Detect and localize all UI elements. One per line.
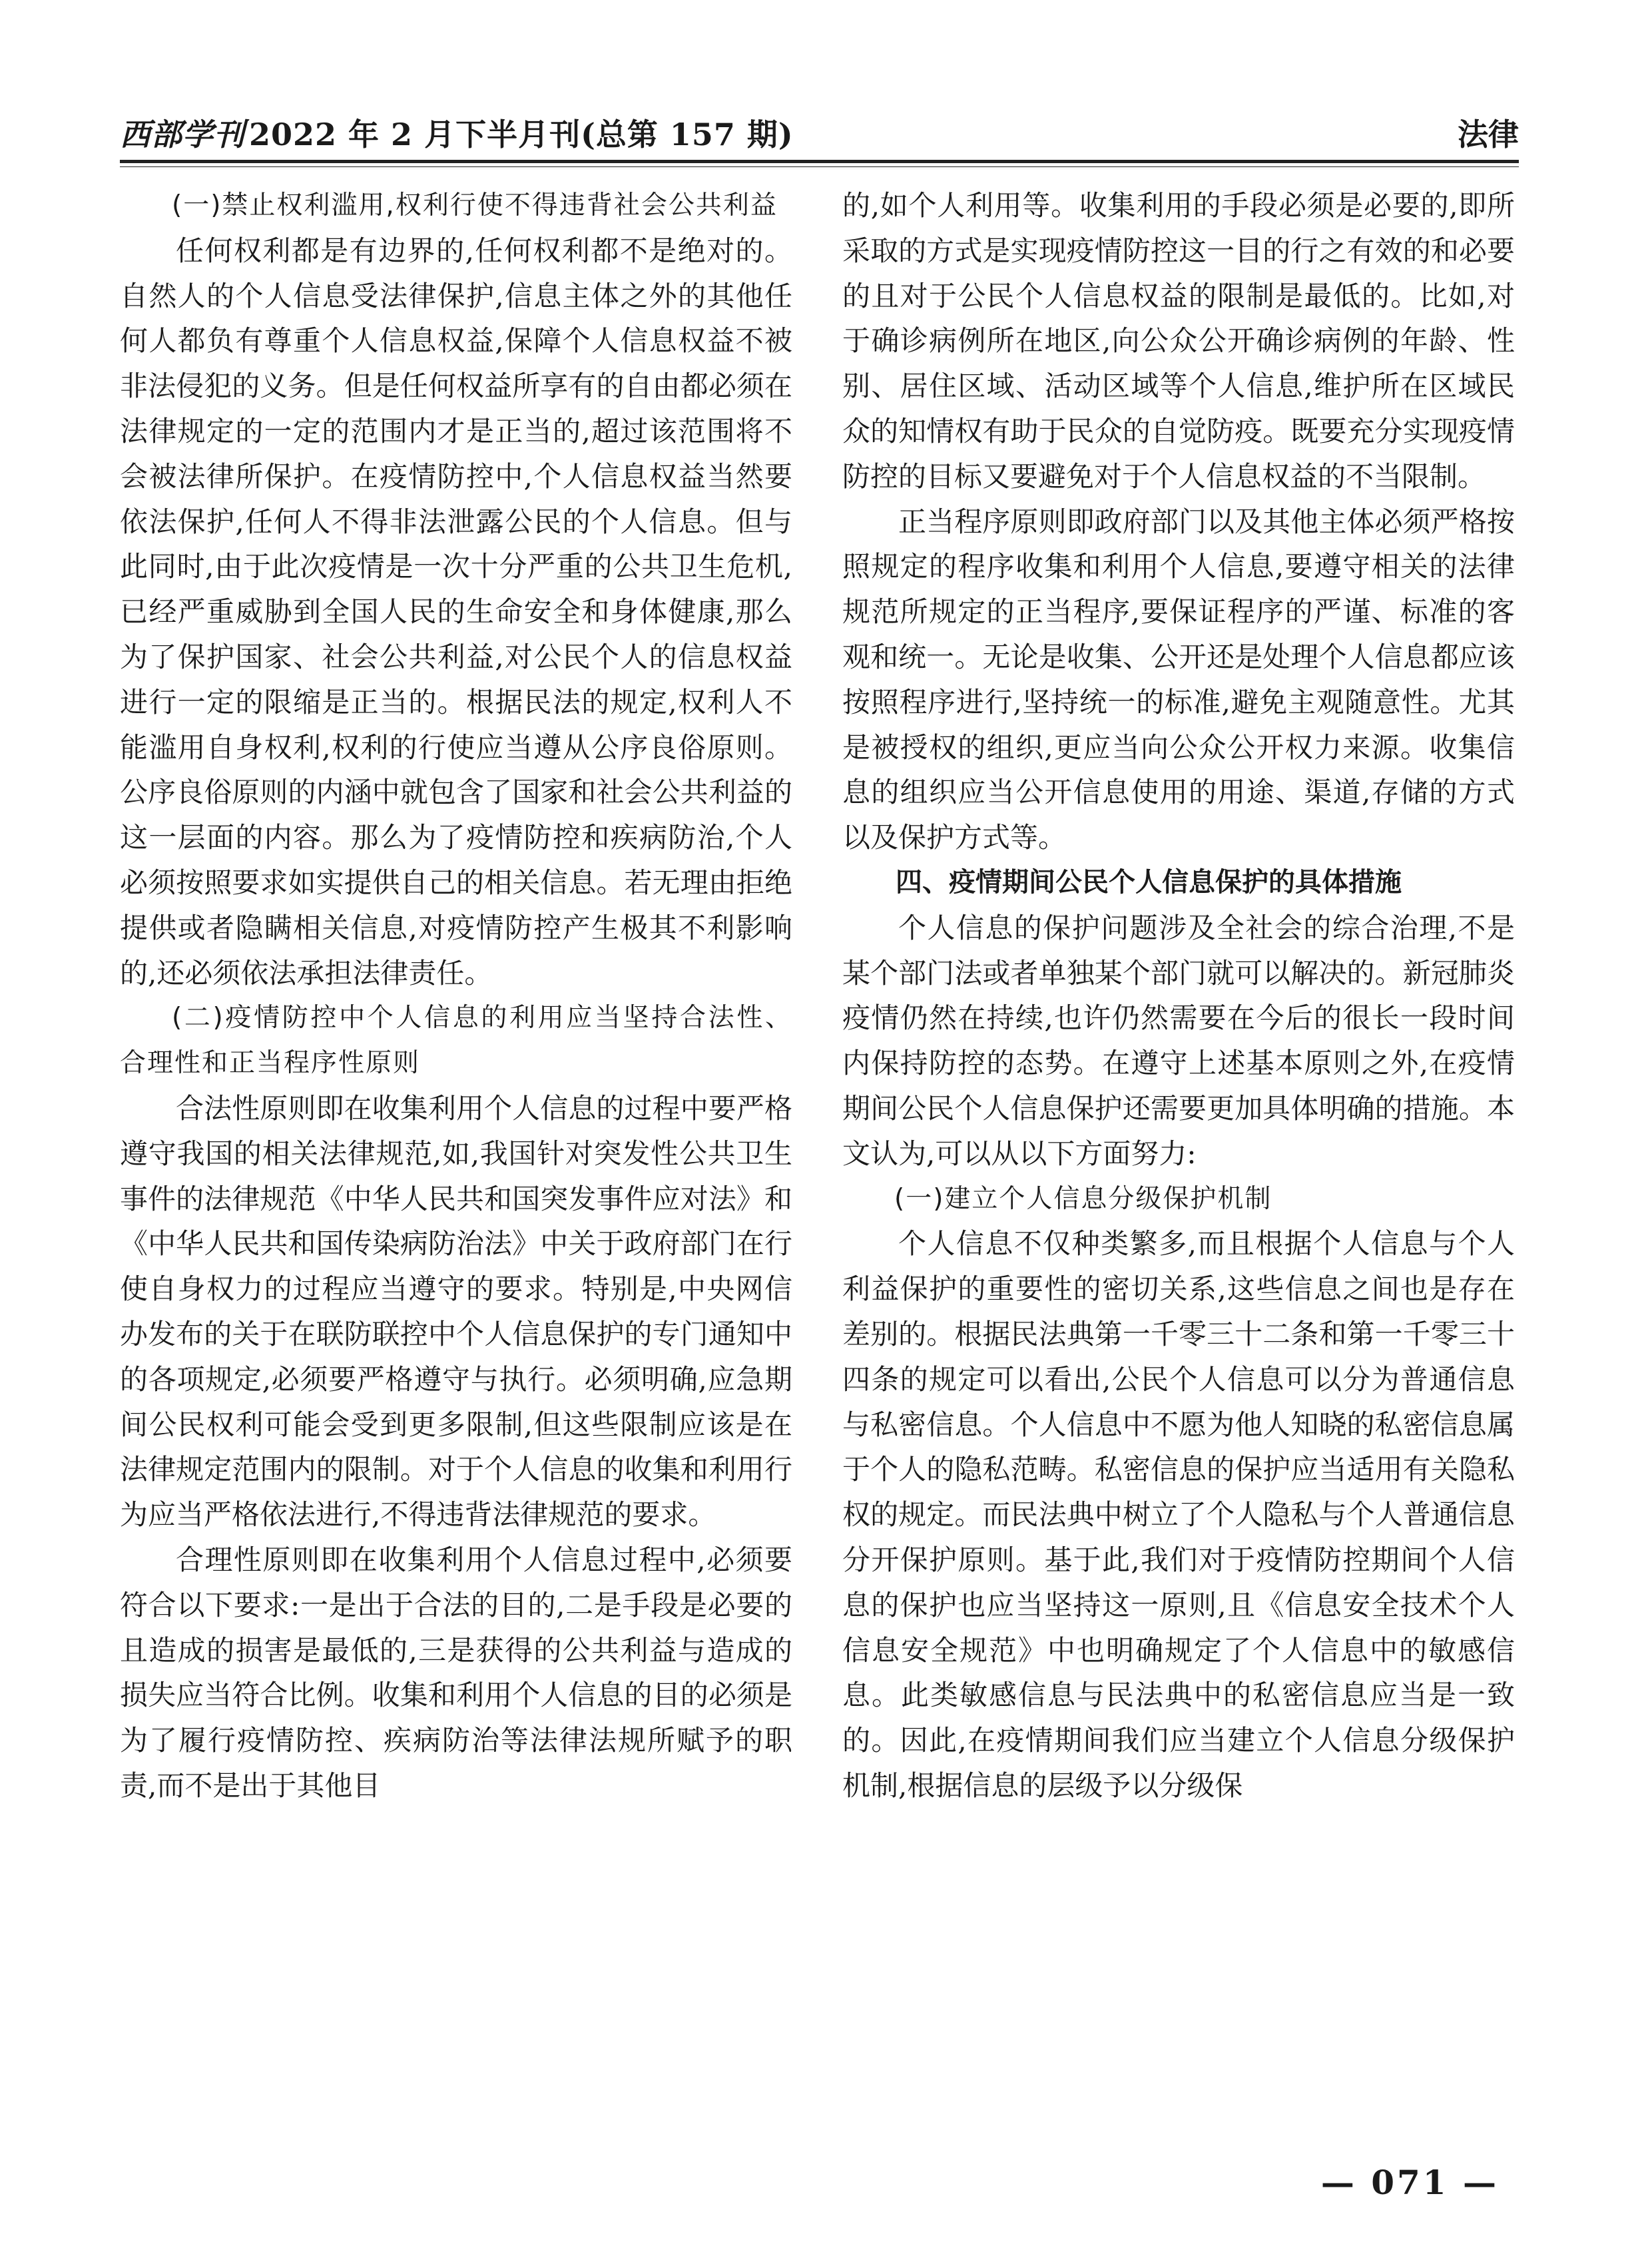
subheading: (一)建立个人信息分级保护机制 (894, 1183, 1272, 1214)
section-label: 法律 (1458, 117, 1519, 152)
paragraph: 合法性原则即在收集利用个人信息的过程中要严格遵守我国的相关法律规范,如,我国针对突发性公共卫生事件的法律规范《中华人民共和国突发事件应对法》和《中华人民共和国传染病防治法》中关于政府部门在行使自身权力的过程应当遵守的要求。特别是,中央网信办发布的关于在联防联控中个人信息保护的专门通知中的各项规定,必须要严格遵守与执行。必须明确,应急期间公民权利可能会受到更多限制,但这些限制应该是在法律规定范围内的限制。对于个人信息的收集和利用行为应当严格依法进行,不得违背法律规范的要求。 (120, 1091, 792, 1532)
journal-title (120, 111, 794, 154)
paragraph-continued: 的,如个人利用等。收集利用的手段必须是必要的,即所采取的方式是实现疫情防控这一目的行之有效的和必要的且对于公民个人信息权益的限制是最低的。比如,对于确诊病例所在地区,向公众公开确诊病例的年龄、性别、居住区域、活动区域等个人信息,维护所在区域民众的知情权有助于民众的自觉防疫。既要充分实现疫情防控的目标又要避免对于个人信息权益的不当限制。 (842, 189, 1515, 493)
paragraph: 个人信息的保护问题涉及全社会的综合治理,不是某个部门法或者单独某个部门就可以解决的。新冠肺炎疫情仍然在持续,也许仍然需要在今后的很长一段时间内保持防控的态势。在遵守上述基本原则之外,在疫情期间公民个人信息保护还需要更加具体明确的措施。本文认为,可以从以下方面努力: (842, 911, 1515, 1170)
right-column (842, 183, 1515, 1809)
subheading: (一)禁止权利滥用,权利行使不得违背社会公共利益 (172, 190, 778, 220)
header-rule (120, 160, 1519, 163)
paragraph: 合理性原则即在收集利用个人信息过程中,必须要符合以下要求:一是出于合法的目的,二是手段是必要的且造成的损害是最低的,三是获得的公共利益与造成的损失应当符合比例。收集和利用个人信息的目的必须是为了履行疫情防控、疾病防治等法律法规所赋予的职责,而不是出于其他目 (120, 1543, 792, 1802)
page-number: — 071 — (1320, 2163, 1499, 2202)
paragraph: 个人信息不仅种类繁多,而且根据个人信息与个人利益保护的重要性的密切关系,这些信息之间也是存在差别的。根据民法典第一千零三十二条和第一千零三十四条的规定可以看出,公民个人信息可以分为普通信息与私密信息。个人信息中不愿为他人知晓的私密信息属于个人的隐私范畴。私密信息的保护应当适用有关隐私权的规定。而民法典中树立了个人隐私与个人普通信息分开保护原则。基于此,我们对于疫情防控期间个人信息的保护也应当坚持这一原则,且《信息安全技术个人信息安全规范》中也明确规定了个人信息中的敏感信息。此类敏感信息与民法典中的私密信息应当是一致的。因此,在疫情期间我们应当建立个人信息分级保护机制,根据信息的层级予以分级保 (842, 1227, 1515, 1802)
issue-info: 2022 年 2 月下半月刊(总第 157 期) (249, 117, 794, 152)
subheading: (二)疫情防控中个人信息的利用应当坚持合法性、合理性和正当程序性原则 (120, 1003, 792, 1079)
header-rule-thin (120, 166, 1519, 167)
left-column (120, 183, 792, 1809)
running-header (120, 112, 1519, 154)
section-heading: 四、疫情期间公民个人信息保护的具体措施 (896, 866, 1402, 898)
journal-logo: 西部学刊 (120, 117, 245, 152)
paragraph: 任何权利都是有边界的,任何权利都不是绝对的。自然人的个人信息受法律保护,信息主体之外的其他任何人都负有尊重个人信息权益,保障个人信息权益不被非法侵犯的义务。但是任何权益所享有的自由都必须在法律规定的一定的范围内才是正当的,超过该范围将不会被法律所保护。在疫情防控中,个人信息权益当然要依法保护,任何人不得非法泄露公民的个人信息。但与此同时,由于此次疫情是一次十分严重的公共卫生危机,已经严重威胁到全国人民的生命安全和身体健康,那么为了保护国家、社会公共利益,对公民个人的信息权益进行一定的限缩是正当的。根据民法的规定,权利人不能滥用自身权利,权利的行使应当遵从公序良俗原则。公序良俗原则的内涵中就包含了国家和社会公共利益的这一层面的内容。那么为了疫情防控和疾病防治,个人必须按照要求如实提供自己的相关信息。若无理由拒绝提供或者隐瞒相关信息,对疫情防控产生极其不利影响的,还必须依法承担法律责任。 (120, 234, 792, 989)
paragraph: 正当程序原则即政府部门以及其他主体必须严格按照规定的程序收集和利用个人信息,要遵守相关的法律规范所规定的正当程序,要保证程序的严谨、标准的客观和统一。无论是收集、公开还是处理个人信息都应该按照程序进行,坚持统一的标准,避免主观随意性。尤其是被授权的组织,更应当向公众公开权力来源。收集信息的组织应当公开信息使用的用途、渠道,存储的方式以及保护方式等。 (842, 505, 1515, 854)
